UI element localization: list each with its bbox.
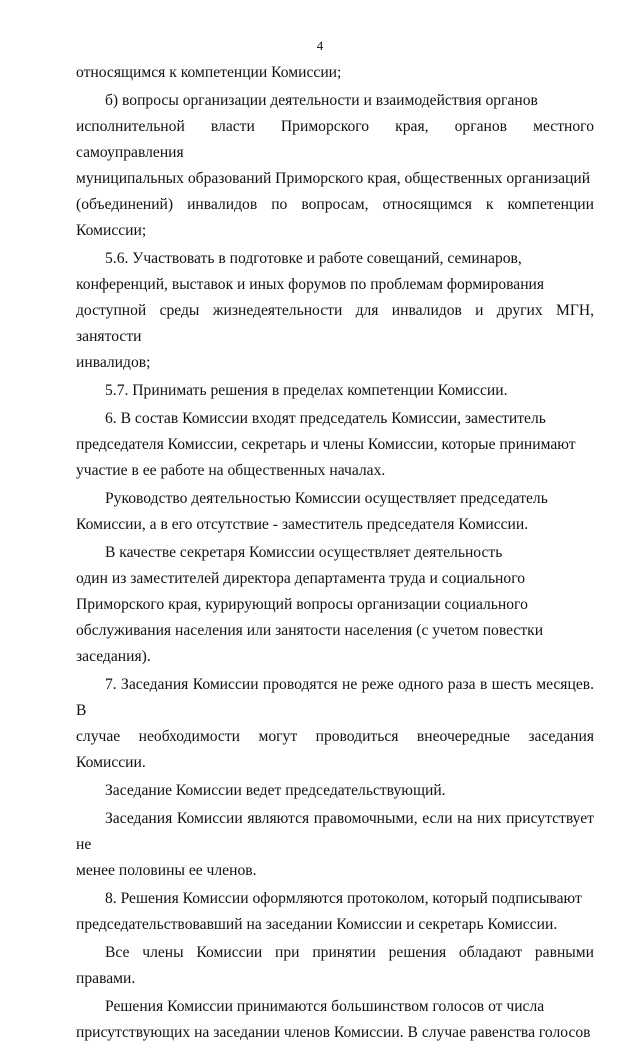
paragraph: Все члены Комиссии при принятии решения обладают равными правами. <box>76 944 594 987</box>
document-body <box>76 60 594 1046</box>
paragraph: Заседания Комиссии являются правомочными, если на них присутствует не менее половины ее членов. <box>76 810 594 879</box>
paragraph: б) вопросы организации деятельности и взаимодействия органов исполнительной власти Приморского края, органов местного самоуправления муниципальных образований Приморского края, общественных организаций (объединений) инвалидов по вопросам, относящимся к компетенции Комиссии; <box>76 92 594 239</box>
paragraph: 7. Заседания Комиссии проводятся не реже одного раза в шесть месяцев. В случае необходимости могут проводиться внеочередные заседания Комиссии. <box>76 676 594 771</box>
paragraph: 5.7. Принимать решения в пределах компетенции Комиссии. <box>105 382 508 399</box>
paragraph: относящимся к компетенции Комиссии; <box>76 64 342 81</box>
paragraph: В качестве секретаря Комиссии осуществляет деятельность один из заместителей директора департамента труда и социального Приморского края, курирующий вопросы организации социального обслуживания населения или занятости населения (с учетом повестки заседания). <box>76 544 544 665</box>
paragraph: 5.6. Участвовать в подготовке и работе совещаний, семинаров, конференций, выставок и иных форумов по проблемам формирования доступной среды жизнедеятельности для инвалидов и других МГН, занятости инвалидов; <box>76 250 594 371</box>
paragraph: Руководство деятельностью Комиссии осуществляет председатель Комиссии, а в его отсутствие - заместитель председателя Комиссии. <box>76 490 548 533</box>
page-number: 4 <box>316 38 324 53</box>
paragraph: 8. Решения Комиссии оформляются протоколом, который подписывают председательствовавший на заседании Комиссии и секретарь Комиссии. <box>76 890 582 933</box>
paragraph: 6. В состав Комиссии входят председатель Комиссии, заместитель председателя Комиссии, секретарь и члены Комиссии, которые принимают участие в ее работе на общественных началах. <box>76 410 576 479</box>
paragraph: Решения Комиссии принимаются большинством голосов от числа присутствующих на заседании членов Комиссии. В случае равенства голосов <box>76 998 591 1041</box>
paragraph: Заседание Комиссии ведет председательствующий. <box>105 782 446 799</box>
